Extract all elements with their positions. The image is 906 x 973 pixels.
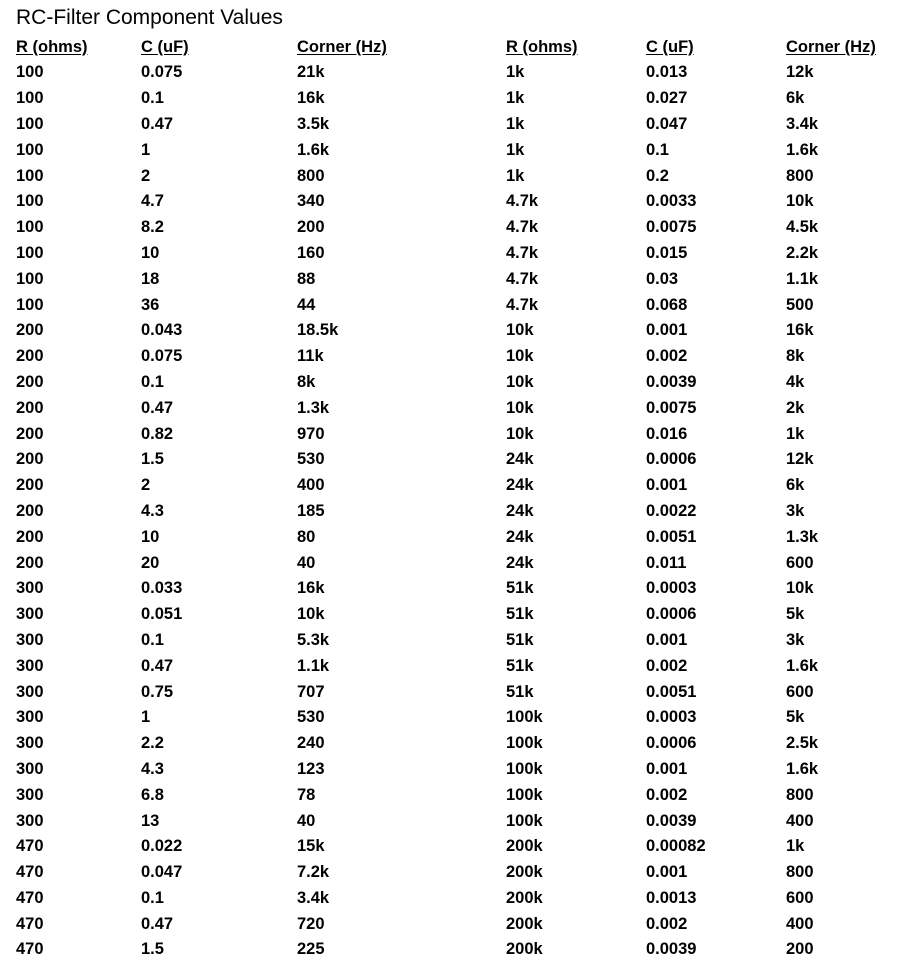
table-row	[16, 731, 417, 757]
capacitance-cell: 0.001	[646, 630, 688, 649]
resistance-cell: 300	[16, 682, 44, 701]
capacitance-cell: 0.022	[141, 837, 183, 856]
corner-frequency-cell: 3k	[786, 630, 805, 649]
resistance-cell: 100	[16, 140, 44, 159]
capacitance-cell: 0.002	[646, 347, 688, 366]
table-row	[506, 112, 896, 138]
capacitance-cell: 0.0051	[646, 527, 697, 546]
table-row	[16, 189, 417, 215]
table-row	[16, 60, 417, 86]
table-row	[506, 602, 896, 628]
corner-frequency-cell: 8k	[786, 347, 805, 366]
table-header-row	[16, 34, 417, 60]
corner-frequency-cell: 400	[786, 914, 814, 933]
column-header-resistance: R (ohms)	[16, 37, 88, 56]
resistance-cell: 4.7k	[506, 269, 539, 288]
capacitance-cell: 0.047	[141, 863, 183, 882]
corner-frequency-cell: 200	[297, 218, 325, 237]
capacitance-cell: 0.015	[646, 243, 688, 262]
corner-frequency-cell: 400	[297, 476, 325, 495]
capacitance-cell: 0.1	[646, 140, 669, 159]
table-row	[16, 834, 417, 860]
resistance-cell: 4.7k	[506, 295, 539, 314]
resistance-cell: 300	[16, 734, 44, 753]
corner-frequency-cell: 800	[297, 166, 325, 185]
corner-frequency-cell: 6k	[786, 476, 805, 495]
capacitance-cell: 0.47	[141, 914, 174, 933]
table-row	[16, 808, 417, 834]
capacitance-cell: 2	[141, 476, 151, 495]
table-row	[506, 524, 896, 550]
corner-frequency-cell: 1.3k	[297, 398, 330, 417]
table-row	[506, 60, 896, 86]
resistance-cell: 300	[16, 579, 44, 598]
corner-frequency-cell: 5k	[786, 708, 805, 727]
resistance-cell: 470	[16, 837, 44, 856]
resistance-cell: 10k	[506, 372, 534, 391]
resistance-cell: 470	[16, 863, 44, 882]
corner-frequency-cell: 160	[297, 243, 325, 262]
table-row	[16, 576, 417, 602]
resistance-cell: 300	[16, 630, 44, 649]
corner-frequency-cell: 11k	[297, 347, 324, 366]
capacitance-cell: 1.5	[141, 940, 164, 959]
resistance-cell: 300	[16, 708, 44, 727]
table-row	[16, 782, 417, 808]
resistance-cell: 200	[16, 450, 44, 469]
resistance-cell: 100	[16, 243, 44, 262]
capacitance-cell: 0.0039	[646, 811, 697, 830]
table-row	[506, 550, 896, 576]
corner-frequency-cell: 40	[297, 811, 316, 830]
table-row	[506, 421, 896, 447]
table-row	[506, 576, 896, 602]
table-row	[506, 137, 896, 163]
resistance-cell: 300	[16, 785, 44, 804]
capacitance-cell: 2	[141, 166, 151, 185]
table-row	[16, 886, 417, 912]
corner-frequency-cell: 600	[786, 553, 814, 572]
capacitance-cell: 0.47	[141, 398, 174, 417]
table-row	[506, 731, 896, 757]
capacitance-cell: 0.002	[646, 785, 688, 804]
resistance-cell: 200	[16, 476, 44, 495]
table-row	[506, 937, 896, 963]
table-row	[16, 705, 417, 731]
corner-frequency-cell: 3.5k	[297, 114, 330, 133]
corner-frequency-cell: 200	[786, 940, 814, 959]
corner-frequency-cell: 44	[297, 295, 316, 314]
table-row	[506, 886, 896, 912]
capacitance-cell: 0.0051	[646, 682, 697, 701]
corner-frequency-cell: 1k	[786, 424, 805, 443]
table-row	[506, 679, 896, 705]
corner-frequency-cell: 5.3k	[297, 630, 330, 649]
corner-frequency-cell: 3.4k	[786, 114, 819, 133]
capacitance-cell: 0.0075	[646, 398, 697, 417]
capacitance-cell: 13	[141, 811, 160, 830]
column-header-capacitance: C (uF)	[646, 37, 694, 56]
corner-frequency-cell: 78	[297, 785, 316, 804]
corner-frequency-cell: 6k	[786, 89, 805, 108]
table-row	[16, 395, 417, 421]
table-row	[506, 163, 896, 189]
resistance-cell: 51k	[506, 656, 534, 675]
resistance-cell: 100k	[506, 811, 543, 830]
resistance-cell: 24k	[506, 450, 534, 469]
table-row	[506, 215, 896, 241]
column-header-corner-frequency: Corner (Hz)	[297, 37, 387, 56]
table-row	[16, 679, 417, 705]
capacitance-cell: 0.1	[141, 888, 164, 907]
corner-frequency-cell: 225	[297, 940, 325, 959]
resistance-cell: 200	[16, 398, 44, 417]
resistance-cell: 4.7k	[506, 218, 539, 237]
resistance-cell: 200	[16, 527, 44, 546]
resistance-cell: 470	[16, 914, 44, 933]
corner-frequency-cell: 530	[297, 708, 325, 727]
resistance-cell: 10k	[506, 321, 534, 340]
resistance-cell: 24k	[506, 501, 534, 520]
table-row	[16, 421, 417, 447]
corner-frequency-cell: 7.2k	[297, 863, 330, 882]
corner-frequency-cell: 40	[297, 553, 316, 572]
table-row	[506, 782, 896, 808]
corner-frequency-cell: 10k	[786, 579, 814, 598]
resistance-cell: 200	[16, 372, 44, 391]
table-row	[16, 911, 417, 937]
resistance-cell: 100	[16, 63, 44, 82]
capacitance-cell: 0.75	[141, 682, 174, 701]
table-row	[16, 370, 417, 396]
corner-frequency-cell: 340	[297, 192, 325, 211]
resistance-cell: 1k	[506, 140, 525, 159]
resistance-cell: 300	[16, 811, 44, 830]
capacitance-cell: 0.0006	[646, 605, 697, 624]
resistance-cell: 300	[16, 605, 44, 624]
table-row	[506, 447, 896, 473]
capacitance-cell: 0.0039	[646, 940, 697, 959]
table-row	[16, 757, 417, 783]
table-row	[16, 524, 417, 550]
capacitance-cell: 0.0006	[646, 450, 697, 469]
resistance-cell: 1k	[506, 166, 525, 185]
corner-frequency-cell: 1.1k	[297, 656, 330, 675]
resistance-cell: 200k	[506, 914, 543, 933]
capacitance-cell: 1	[141, 708, 151, 727]
column-header-corner-frequency: Corner (Hz)	[786, 37, 876, 56]
resistance-cell: 1k	[506, 114, 525, 133]
capacitance-cell: 0.075	[141, 63, 183, 82]
resistance-cell: 100	[16, 218, 44, 237]
resistance-cell: 200	[16, 553, 44, 572]
corner-frequency-cell: 600	[786, 888, 814, 907]
resistance-cell: 200	[16, 347, 44, 366]
resistance-cell: 10k	[506, 424, 534, 443]
capacitance-cell: 0.001	[646, 476, 688, 495]
corner-frequency-cell: 15k	[297, 837, 325, 856]
corner-frequency-cell: 530	[297, 450, 325, 469]
capacitance-cell: 0.82	[141, 424, 174, 443]
capacitance-cell: 0.1	[141, 89, 164, 108]
resistance-cell: 24k	[506, 553, 534, 572]
corner-frequency-cell: 5k	[786, 605, 805, 624]
capacitance-cell: 0.0022	[646, 501, 697, 520]
table-row	[16, 499, 417, 525]
capacitance-cell: 0.0075	[646, 218, 697, 237]
capacitance-cell: 0.011	[646, 553, 687, 572]
capacitance-cell: 0.051	[141, 605, 183, 624]
capacitance-cell: 0.47	[141, 656, 174, 675]
corner-frequency-cell: 800	[786, 785, 814, 804]
table-row	[506, 705, 896, 731]
capacitance-cell: 20	[141, 553, 160, 572]
capacitance-cell: 0.1	[141, 630, 164, 649]
capacitance-cell: 0.043	[141, 321, 183, 340]
table-row	[506, 292, 896, 318]
table-row	[506, 628, 896, 654]
resistance-cell: 1k	[506, 63, 525, 82]
capacitance-cell: 0.033	[141, 579, 183, 598]
resistance-cell: 10k	[506, 398, 534, 417]
capacitance-cell: 18	[141, 269, 160, 288]
table-row	[16, 112, 417, 138]
resistance-cell: 200k	[506, 888, 543, 907]
resistance-cell: 24k	[506, 476, 534, 495]
resistance-cell: 100	[16, 166, 44, 185]
capacitance-cell: 0.002	[646, 914, 688, 933]
capacitance-cell: 2.2	[141, 734, 164, 753]
resistance-cell: 100k	[506, 708, 543, 727]
corner-frequency-cell: 1.6k	[786, 140, 819, 159]
column-header-resistance: R (ohms)	[506, 37, 578, 56]
corner-frequency-cell: 88	[297, 269, 316, 288]
resistance-cell: 51k	[506, 630, 534, 649]
rc-table-right	[506, 34, 896, 963]
corner-frequency-cell: 123	[297, 759, 325, 778]
resistance-cell: 200	[16, 321, 44, 340]
corner-frequency-cell: 2k	[786, 398, 805, 417]
table-row	[16, 241, 417, 267]
resistance-cell: 200	[16, 501, 44, 520]
corner-frequency-cell: 185	[297, 501, 325, 520]
capacitance-cell: 10	[141, 527, 160, 546]
resistance-cell: 1k	[506, 89, 525, 108]
table-row	[506, 834, 896, 860]
table-row	[506, 266, 896, 292]
corner-frequency-cell: 400	[786, 811, 814, 830]
table-row	[16, 473, 417, 499]
corner-frequency-cell: 12k	[786, 63, 814, 82]
capacitance-cell: 0.1	[141, 372, 164, 391]
table-row	[16, 215, 417, 241]
resistance-cell: 470	[16, 888, 44, 907]
capacitance-cell: 4.3	[141, 759, 164, 778]
corner-frequency-cell: 18.5k	[297, 321, 339, 340]
capacitance-cell: 4.7	[141, 192, 164, 211]
corner-frequency-cell: 10k	[786, 192, 814, 211]
table-row	[16, 550, 417, 576]
corner-frequency-cell: 3k	[786, 501, 805, 520]
resistance-cell: 24k	[506, 527, 534, 546]
resistance-cell: 200k	[506, 863, 543, 882]
table-row	[16, 318, 417, 344]
capacitance-cell: 1	[141, 140, 151, 159]
capacitance-cell: 0.2	[646, 166, 669, 185]
capacitance-cell: 0.47	[141, 114, 174, 133]
table-row	[16, 292, 417, 318]
column-header-capacitance: C (uF)	[141, 37, 189, 56]
table-row	[506, 395, 896, 421]
table-row	[506, 241, 896, 267]
table-row	[506, 499, 896, 525]
capacitance-cell: 36	[141, 295, 160, 314]
capacitance-cell: 0.03	[646, 269, 679, 288]
capacitance-cell: 0.047	[646, 114, 688, 133]
capacitance-cell: 0.00082	[646, 837, 706, 856]
corner-frequency-cell: 1.6k	[297, 140, 330, 159]
capacitance-cell: 0.075	[141, 347, 183, 366]
corner-frequency-cell: 1.6k	[786, 759, 819, 778]
table-row	[506, 911, 896, 937]
table-row	[16, 628, 417, 654]
resistance-cell: 4.7k	[506, 192, 539, 211]
capacitance-cell: 4.3	[141, 501, 164, 520]
resistance-cell: 100	[16, 192, 44, 211]
capacitance-cell: 0.001	[646, 863, 688, 882]
corner-frequency-cell: 800	[786, 166, 814, 185]
rc-table-left	[16, 34, 417, 963]
corner-frequency-cell: 600	[786, 682, 814, 701]
corner-frequency-cell: 4k	[786, 372, 805, 391]
resistance-cell: 300	[16, 656, 44, 675]
resistance-cell: 4.7k	[506, 243, 539, 262]
capacitance-cell: 0.013	[646, 63, 688, 82]
resistance-cell: 10k	[506, 347, 534, 366]
corner-frequency-cell: 1.1k	[786, 269, 819, 288]
table-row	[506, 344, 896, 370]
resistance-cell: 100k	[506, 734, 543, 753]
capacitance-cell: 0.068	[646, 295, 688, 314]
capacitance-cell: 0.0003	[646, 579, 697, 598]
capacitance-cell: 0.001	[646, 759, 688, 778]
corner-frequency-cell: 1k	[786, 837, 805, 856]
capacitance-cell: 0.0033	[646, 192, 697, 211]
table-row	[506, 808, 896, 834]
corner-frequency-cell: 16k	[786, 321, 814, 340]
table-row	[506, 370, 896, 396]
corner-frequency-cell: 80	[297, 527, 316, 546]
table-row	[16, 937, 417, 963]
corner-frequency-cell: 21k	[297, 63, 325, 82]
capacitance-cell: 10	[141, 243, 160, 262]
corner-frequency-cell: 800	[786, 863, 814, 882]
corner-frequency-cell: 2.2k	[786, 243, 819, 262]
corner-frequency-cell: 500	[786, 295, 814, 314]
table-row	[16, 447, 417, 473]
corner-frequency-cell: 1.6k	[786, 656, 819, 675]
capacitance-cell: 0.002	[646, 656, 688, 675]
resistance-cell: 200	[16, 424, 44, 443]
corner-frequency-cell: 3.4k	[297, 888, 330, 907]
resistance-cell: 200k	[506, 940, 543, 959]
resistance-cell: 100k	[506, 785, 543, 804]
table-row	[506, 653, 896, 679]
resistance-cell: 470	[16, 940, 44, 959]
table-row	[16, 137, 417, 163]
resistance-cell: 100k	[506, 759, 543, 778]
table-row	[506, 189, 896, 215]
capacitance-cell: 1.5	[141, 450, 164, 469]
capacitance-cell: 0.016	[646, 424, 688, 443]
corner-frequency-cell: 8k	[297, 372, 316, 391]
table-row	[16, 344, 417, 370]
capacitance-cell: 0.0039	[646, 372, 697, 391]
resistance-cell: 51k	[506, 579, 534, 598]
corner-frequency-cell: 4.5k	[786, 218, 819, 237]
corner-frequency-cell: 16k	[297, 579, 325, 598]
capacitance-cell: 0.0013	[646, 888, 697, 907]
corner-frequency-cell: 10k	[297, 605, 325, 624]
capacitance-cell: 6.8	[141, 785, 164, 804]
resistance-cell: 300	[16, 759, 44, 778]
corner-frequency-cell: 1.3k	[786, 527, 819, 546]
capacitance-cell: 0.001	[646, 321, 688, 340]
resistance-cell: 100	[16, 269, 44, 288]
corner-frequency-cell: 720	[297, 914, 325, 933]
table-row	[16, 860, 417, 886]
table-row	[506, 473, 896, 499]
capacitance-cell: 0.027	[646, 89, 688, 108]
table-row	[16, 653, 417, 679]
capacitance-cell: 0.0006	[646, 734, 697, 753]
corner-frequency-cell: 970	[297, 424, 325, 443]
table-row	[506, 86, 896, 112]
capacitance-cell: 8.2	[141, 218, 164, 237]
corner-frequency-cell: 707	[297, 682, 325, 701]
page-title: RC-Filter Component Values	[16, 6, 283, 29]
resistance-cell: 100	[16, 295, 44, 314]
resistance-cell: 200k	[506, 837, 543, 856]
table-row	[16, 86, 417, 112]
resistance-cell: 51k	[506, 605, 534, 624]
table-row	[16, 266, 417, 292]
table-header-row	[506, 34, 896, 60]
corner-frequency-cell: 12k	[786, 450, 814, 469]
corner-frequency-cell: 16k	[297, 89, 325, 108]
table-row	[16, 163, 417, 189]
table-row	[506, 318, 896, 344]
table-row	[16, 602, 417, 628]
resistance-cell: 51k	[506, 682, 534, 701]
corner-frequency-cell: 2.5k	[786, 734, 819, 753]
corner-frequency-cell: 240	[297, 734, 325, 753]
resistance-cell: 100	[16, 114, 44, 133]
resistance-cell: 100	[16, 89, 44, 108]
table-row	[506, 860, 896, 886]
capacitance-cell: 0.0003	[646, 708, 697, 727]
table-row	[506, 757, 896, 783]
